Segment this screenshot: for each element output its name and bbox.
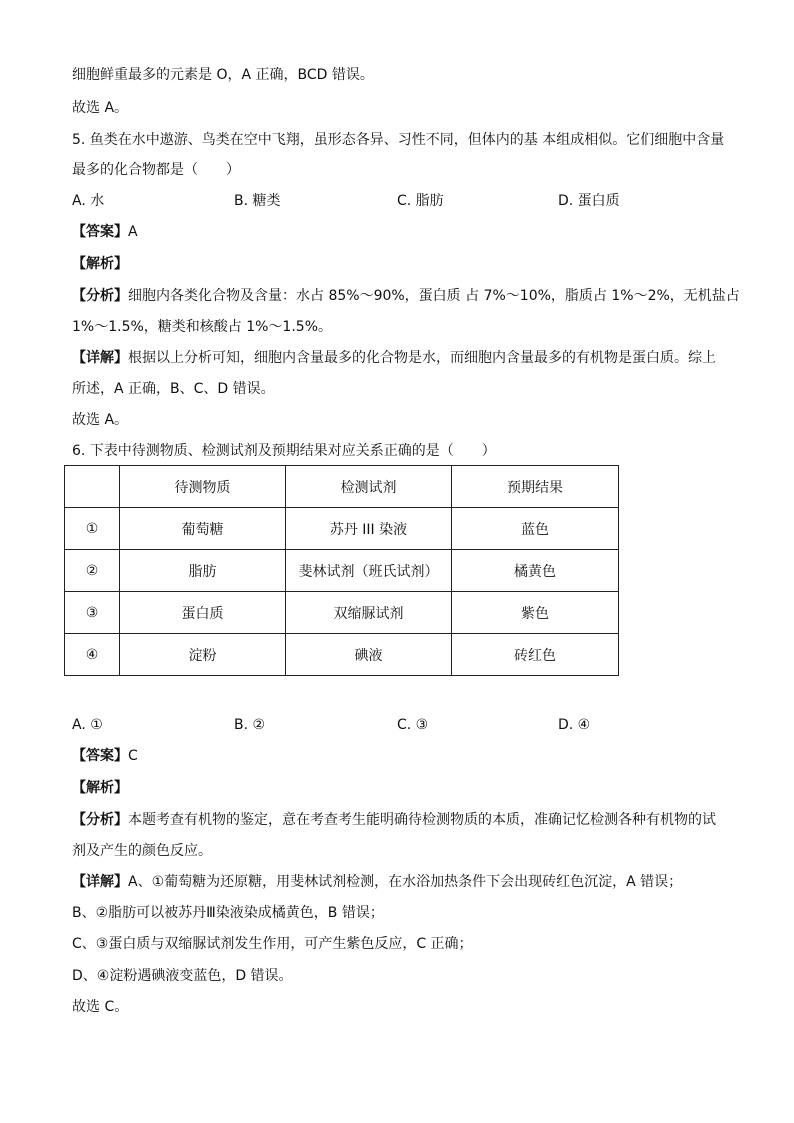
table-header-row <box>65 466 619 508</box>
table-cell: ① <box>65 508 120 550</box>
xiangjie-text: A、①葡萄糖为还原糖，用斐林试剂检测，在水浴加热条件下会出现砖红色沉淀，A 错误； <box>128 874 683 890</box>
xiangjie-line-c: C、③蛋白质与双缩脲试剂发生作用，可产生紫色反应，C 正确； <box>72 936 473 952</box>
table-cell: 脂肪 <box>120 550 286 592</box>
table-cell: 紫色 <box>452 592 619 634</box>
table-cell: 碘液 <box>286 634 452 676</box>
table-cell: ② <box>65 550 120 592</box>
xiangjie-tag: 【详解】 <box>72 350 128 366</box>
table-cell: 蓝色 <box>452 508 619 550</box>
fenxi-text: 细胞内各类化合物及含量：水占 85%～90%，蛋白质 占 7%～10%，脂质占 1%～2%，无机盐占 <box>128 288 740 304</box>
text-line: 细胞鲜重最多的元素是 O，A 正确，BCD 错误。 <box>72 67 374 83</box>
table-cell: 斐林试剂（班氏试剂） <box>286 550 452 592</box>
option-a: A. 水 <box>72 193 105 209</box>
question-5-stem-cont: 最多的化合物都是（ ） <box>72 162 240 178</box>
fenxi-line <box>72 286 740 306</box>
fenxi-line-cont: 1%～1.5%，糖类和核酸占 1%～1.5%。 <box>72 319 333 335</box>
answer-tag: 【答案】 <box>72 748 128 764</box>
xiangjie-line-b: B、②脂肪可以被苏丹Ⅲ染液染成橘黄色，B 错误； <box>72 905 384 921</box>
option-a: A. ① <box>72 717 103 733</box>
fenxi-line <box>72 810 716 830</box>
option-d: D. 蛋白质 <box>558 193 620 209</box>
analysis-tag <box>72 778 128 798</box>
reagent-table <box>64 465 619 676</box>
question-5-stem: 5. 鱼类在水中遨游、鸟类在空中飞翔，虽形态各异、习性不同，但体内的基 本组成相似。它们细胞中含量 <box>72 132 725 148</box>
table-cell: 橘黄色 <box>452 550 619 592</box>
table-header-cell: 待测物质 <box>120 466 286 508</box>
question-6-stem: 6. 下表中待测物质、检测试剂及预期结果对应关系正确的是（ ） <box>72 443 496 459</box>
option-c: C. 脂肪 <box>397 193 444 209</box>
table-header-cell <box>65 466 120 508</box>
table-header-cell: 检测试剂 <box>286 466 452 508</box>
table-cell: ③ <box>65 592 120 634</box>
analysis-label: 【解析】 <box>72 780 128 796</box>
analysis-label: 【解析】 <box>72 256 128 272</box>
question-5-options <box>72 191 732 211</box>
answer-tag: 【答案】 <box>72 224 128 240</box>
table-cell: 砖红色 <box>452 634 619 676</box>
table-cell: 苏丹 III 染液 <box>286 508 452 550</box>
fenxi-tag: 【分析】 <box>72 288 128 304</box>
xiangjie-line-d: D、④淀粉遇碘液变蓝色，D 错误。 <box>72 968 293 984</box>
fenxi-tag: 【分析】 <box>72 812 128 828</box>
conclusion: 故选 C。 <box>72 999 129 1015</box>
answer-line <box>72 746 138 766</box>
xiangjie-text: 根据以上分析可知，细胞内含量最多的化合物是水，而细胞内含量最多的有机物是蛋白质。综上 <box>128 350 716 366</box>
question-6-options <box>72 715 732 735</box>
conclusion: 故选 A。 <box>72 412 129 428</box>
xiangjie-line <box>72 348 716 368</box>
answer-value: A <box>128 224 138 240</box>
option-d: D. ④ <box>558 717 591 733</box>
option-b: B. 糖类 <box>234 193 281 209</box>
answer-line <box>72 222 138 242</box>
fenxi-text: 本题考查有机物的鉴定，意在考查考生能明确待检测物质的本质，准确记忆检测各种有机物的试 <box>128 812 716 828</box>
xiangjie-line <box>72 872 682 892</box>
analysis-tag <box>72 254 128 274</box>
text-line: 故选 A。 <box>72 100 129 116</box>
table-cell: 双缩脲试剂 <box>286 592 452 634</box>
answer-value: C <box>128 748 138 764</box>
table-cell: 葡萄糖 <box>120 508 286 550</box>
table-row <box>65 508 619 550</box>
table-cell: ④ <box>65 634 120 676</box>
option-b: B. ② <box>234 717 266 733</box>
table-row <box>65 592 619 634</box>
table-header-cell: 预期结果 <box>452 466 619 508</box>
xiangjie-tag: 【详解】 <box>72 874 128 890</box>
fenxi-line-cont: 剂及产生的颜色反应。 <box>72 843 212 859</box>
option-c: C. ③ <box>397 717 429 733</box>
table-row <box>65 634 619 676</box>
table-row <box>65 550 619 592</box>
xiangjie-line-cont: 所述，A 正确，B、C、D 错误。 <box>72 381 275 397</box>
table-cell: 蛋白质 <box>120 592 286 634</box>
table-cell: 淀粉 <box>120 634 286 676</box>
